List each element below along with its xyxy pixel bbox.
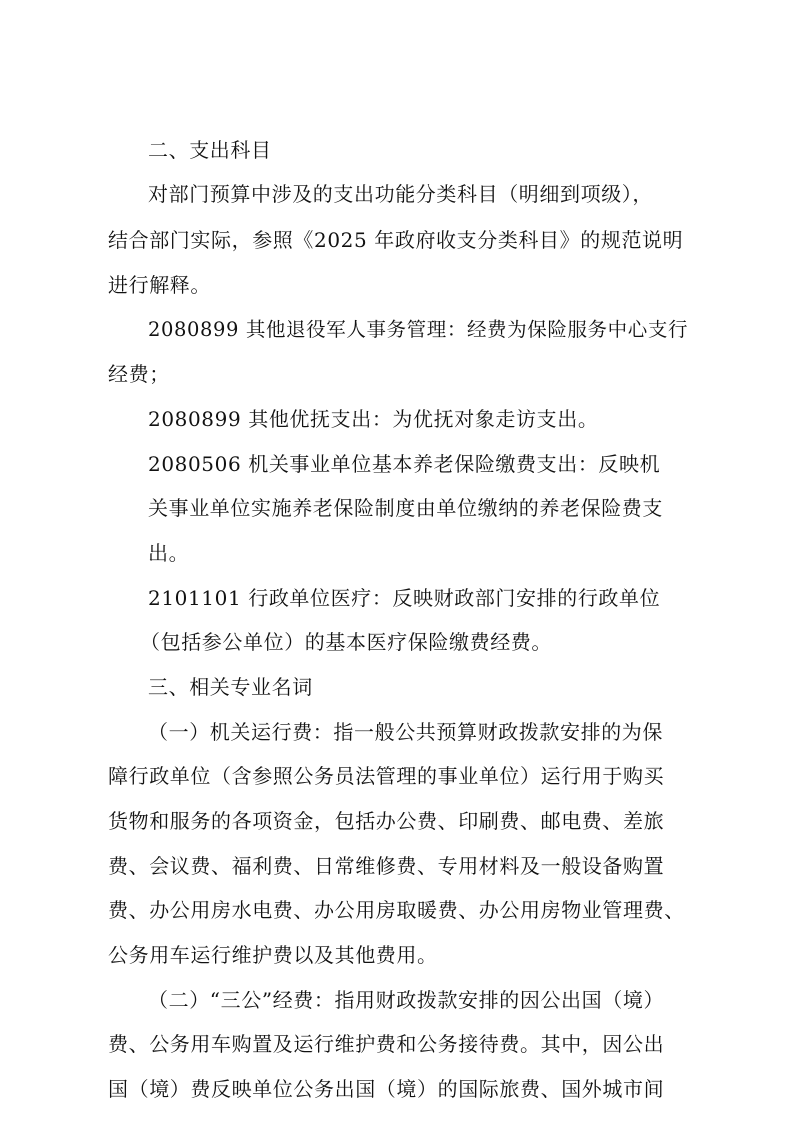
term-operating-costs: （一）机关运行费：指一般公共预算财政拨款安排的为保 bbox=[148, 720, 663, 744]
paragraph-line: 费、会议费、福利费、日常维修费、专用材料及一般设备购置 bbox=[108, 854, 665, 878]
paragraph-line: 对部门预算中涉及的支出功能分类科目（明细到项级）， bbox=[148, 182, 653, 206]
paragraph-line: 结合部门实际，参照《2025 年政府收支分类科目》的规范说明 bbox=[108, 228, 684, 252]
term-three-public-expenses: （二）“三公”经费：指用财政拨款安排的因公出国（境） bbox=[148, 988, 665, 1012]
section-heading-expenditure-subjects: 二、支出科目 bbox=[148, 138, 272, 162]
paragraph-line: 费、公务用车购置及运行维护费和公务接待费。其中，因公出 bbox=[108, 1032, 665, 1056]
paragraph-line: （包括参公单位）的基本医疗保险缴费经费。 bbox=[140, 630, 552, 654]
subject-item-2080899-a: 2080899 其他退役军人事务管理：经费为保险服务中心支行 bbox=[148, 318, 689, 341]
paragraph-line: 公务用车运行维护费以及其他费用。 bbox=[108, 943, 438, 967]
subject-item-2101101: 2101101 行政单位医疗：反映财政部门安排的行政单位 bbox=[148, 586, 661, 610]
paragraph-line: 关事业单位实施养老保险制度由单位缴纳的养老保险费支 bbox=[148, 496, 663, 520]
subject-item-2080899-b: 2080899 其他优抚支出：为优抚对象走访支出。 bbox=[148, 407, 599, 431]
subject-item-2080506: 2080506 机关事业单位基本养老保险缴费支出：反映机 bbox=[148, 452, 661, 476]
section-heading-terms: 三、相关专业名词 bbox=[148, 675, 313, 699]
paragraph-line: 经费； bbox=[108, 362, 170, 386]
paragraph-line: 费、办公用房水电费、办公用房取暖费、办公用房物业管理费、 bbox=[108, 898, 685, 922]
paragraph-line: 国（境）费反映单位公务出国（境）的国际旅费、国外城市间 bbox=[108, 1077, 665, 1101]
paragraph-line: 进行解释。 bbox=[108, 273, 211, 297]
paragraph-line: 障行政单位（含参照公务员法管理的事业单位）运行用于购买 bbox=[108, 764, 665, 788]
paragraph-line: 出。 bbox=[148, 541, 190, 565]
paragraph-line: 货物和服务的各项资金，包括办公费、印刷费、邮电费、差旅 bbox=[108, 809, 665, 833]
